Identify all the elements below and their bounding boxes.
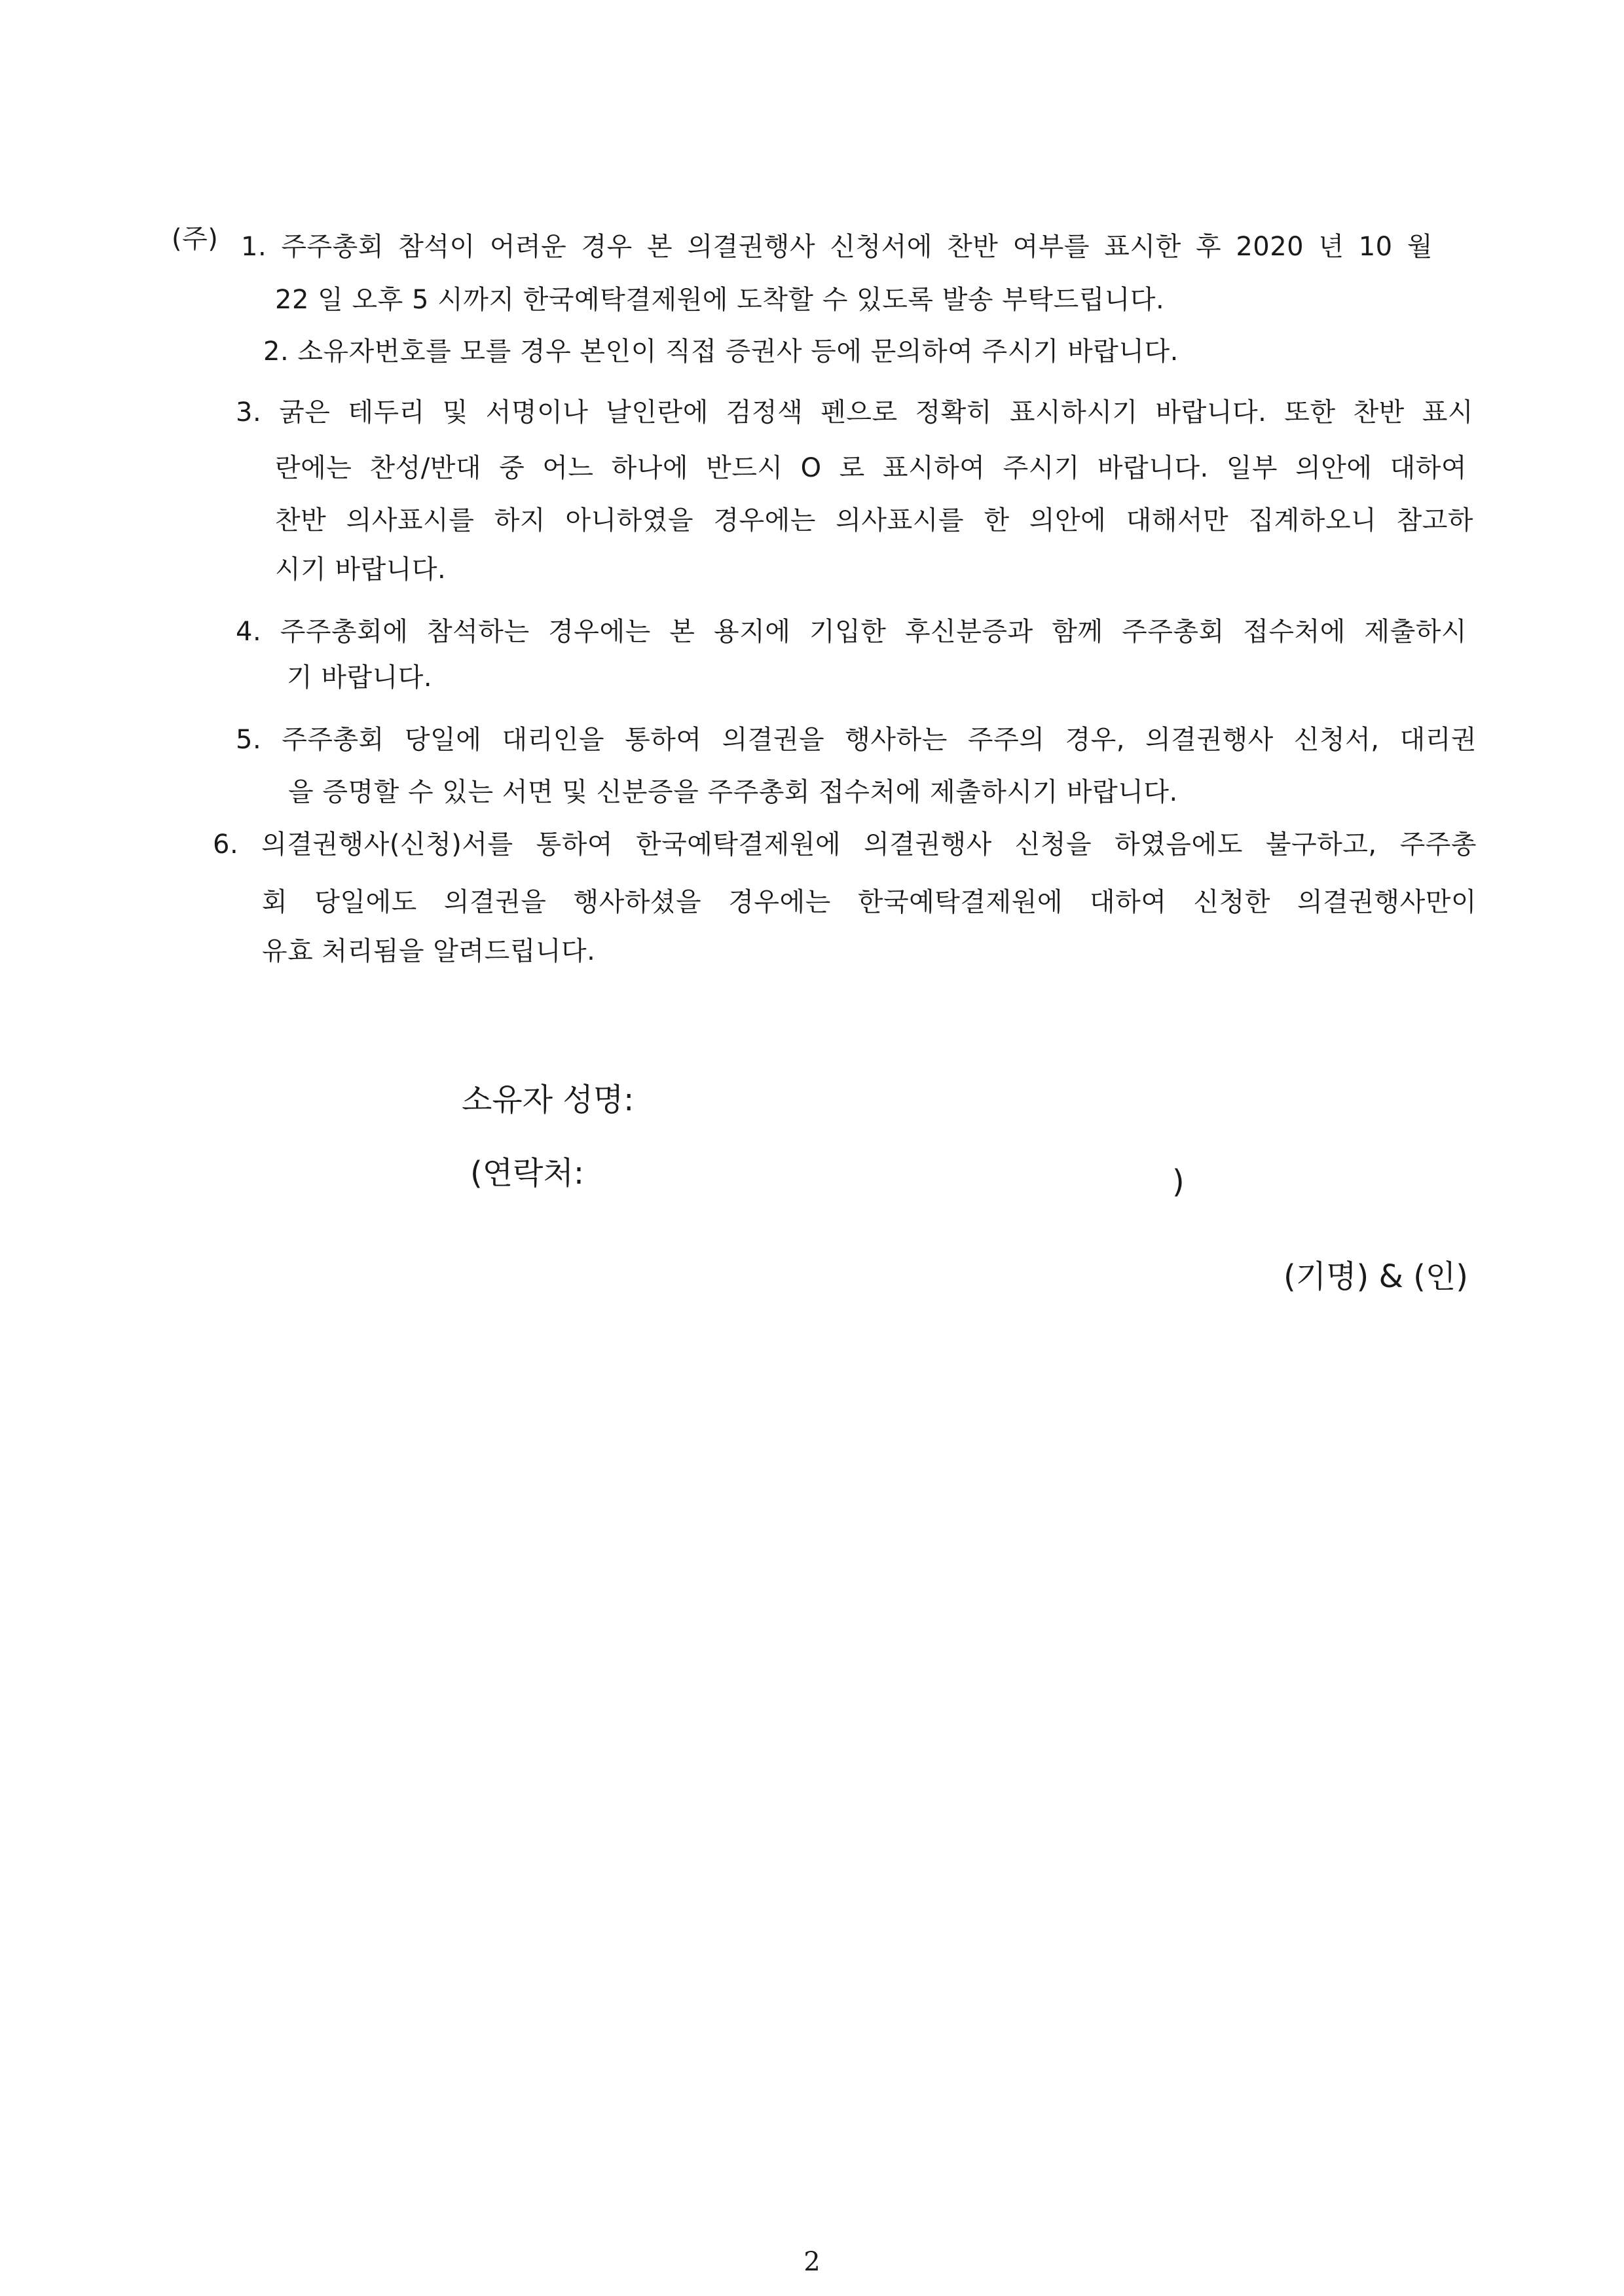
note-item-1-line-2: 22 일 오후 5 시까지 한국예탁결제원에 도착할 수 있도록 발송 부탁드립니다. — [275, 285, 1165, 315]
note-item-4-line-2: 기 바랍니다. — [287, 663, 433, 693]
page-number: 2 — [803, 2247, 821, 2277]
note-item-3-line-4: 시기 바랍니다. — [275, 555, 447, 585]
note-item-5-line-1: 5. 주주총회 당일에 대리인을 통하여 의결권을 행사하는 주주의 경우, 의결권행사 신청서, 대리권 — [236, 725, 1477, 755]
sign-seal-label: (기명) & (인) — [1283, 1258, 1468, 1295]
contact-close-paren: ) — [1172, 1163, 1185, 1200]
note-item-6-line-2: 회 당일에도 의결권을 행사하셨을 경우에는 한국예탁결제원에 대하여 신청한 의결권행사만이 — [262, 887, 1477, 917]
note-item-6-line-3: 유효 처리됨을 알려드립니다. — [262, 936, 596, 966]
note-item-1-line-1: 1. 주주총회 참석이 어려운 경우 본 의결권행사 신청서에 찬반 여부를 표시한 후 2020 년 10 월 — [241, 232, 1433, 262]
note-item-3-line-1: 3. 굵은 테두리 및 서명이나 날인란에 검정색 펜으로 정확히 표시하시기 바랍니다. 또한 찬반 표시 — [236, 397, 1473, 428]
note-item-5-line-2: 을 증명할 수 있는 서면 및 신분증을 주주총회 접수처에 제출하시기 바랍니다. — [288, 777, 1178, 807]
note-item-2-line-1: 2. 소유자번호를 모를 경우 본인이 직접 증권사 등에 문의하여 주시기 바랍니다. — [263, 337, 1179, 367]
contact-label: (연락처: — [470, 1155, 585, 1192]
owner-name-label: 소유자 성명: — [462, 1082, 635, 1118]
note-item-3-line-3: 찬반 의사표시를 하지 아니하였을 경우에는 의사표시를 한 의안에 대해서만 집계하오니 참고하 — [275, 505, 1473, 536]
notes-prefix: (주) — [172, 224, 219, 254]
note-item-6-line-1: 6. 의결권행사(신청)서를 통하여 한국예탁결제원에 의결권행사 신청을 하였음에도 불구하고, 주주총 — [213, 829, 1477, 860]
note-item-4-line-1: 4. 주주총회에 참석하는 경우에는 본 용지에 기입한 후신분증과 함께 주주총회 접수처에 제출하시 — [236, 617, 1467, 647]
note-item-3-line-2: 란에는 찬성/반대 중 어느 하나에 반드시 O 로 표시하여 주시기 바랍니다. 일부 의안에 대하여 — [275, 453, 1467, 483]
